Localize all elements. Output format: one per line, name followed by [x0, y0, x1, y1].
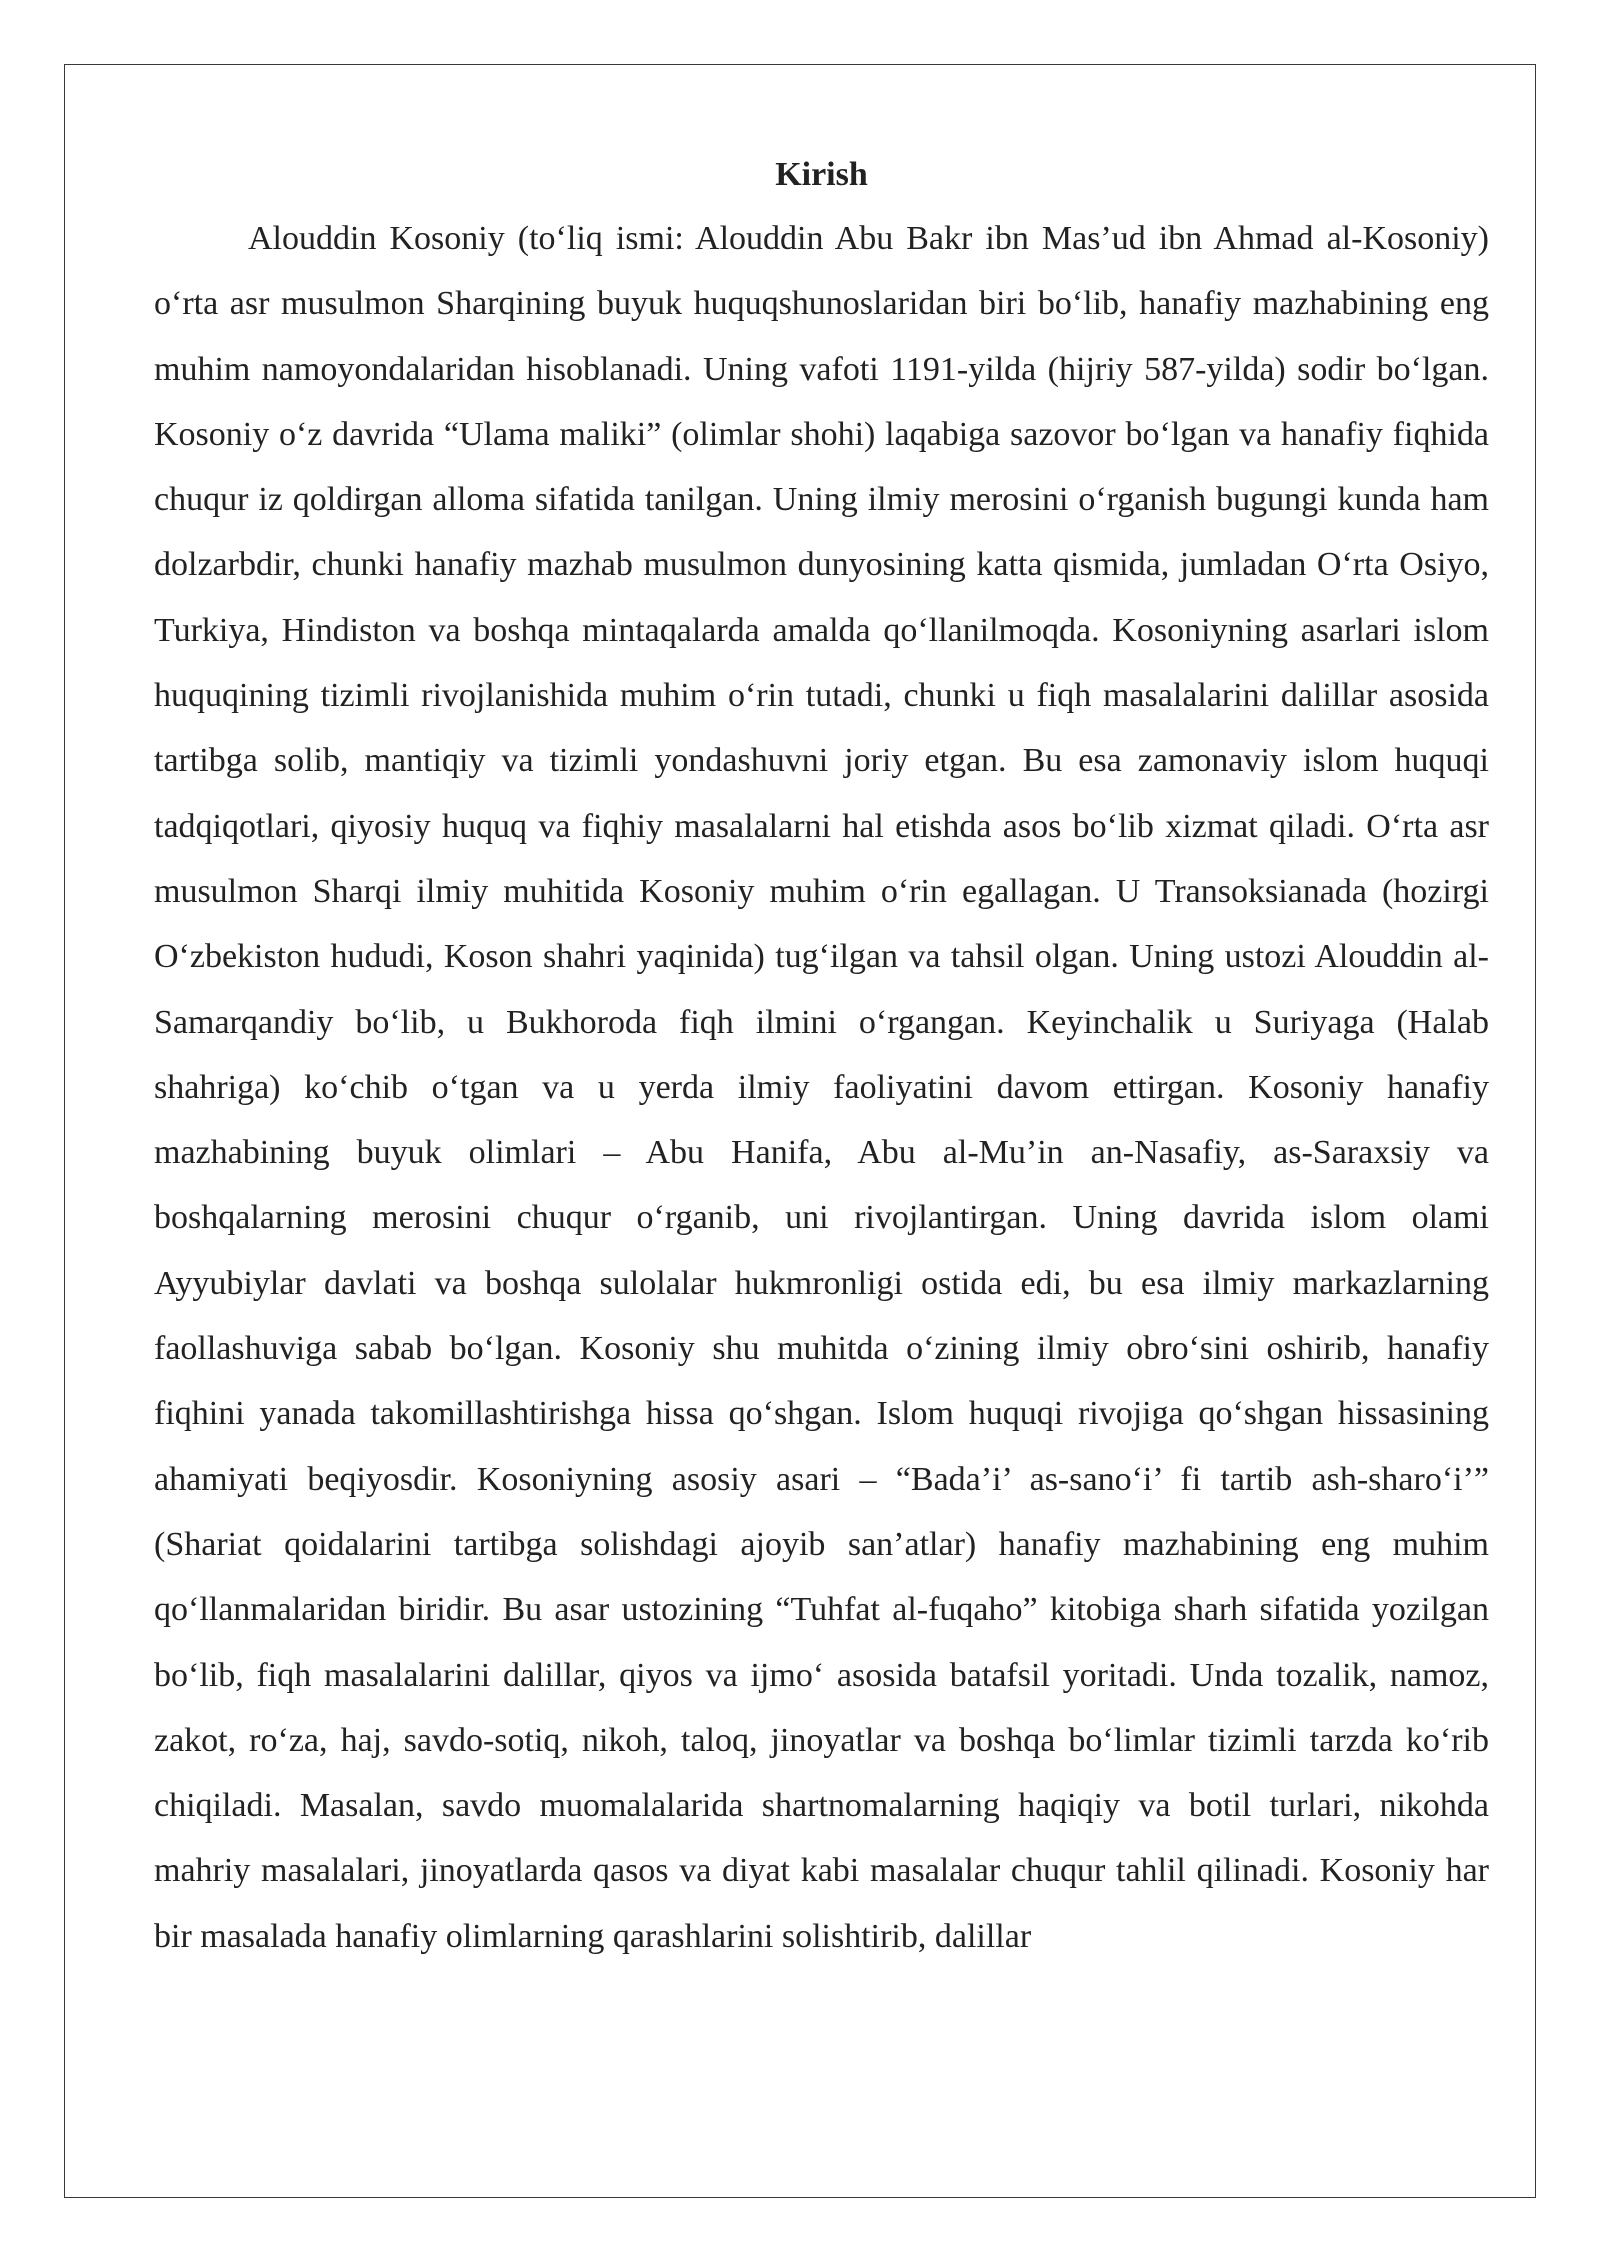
page-title: Kirish: [775, 156, 868, 193]
body-paragraph: Alouddin Kosoniy (to‘liq ismi: Alouddin Abu Bakr ibn Mas’ud ibn Ahmad al-Kosoniy) o‘rta asr musulmon Sharqining buyuk huquqshunoslaridan biri bo‘lib, hanafiy mazhabining eng muhim namoyondalaridan hisoblanadi. Uning vafoti 1191-yilda (hijriy 587-yilda) sodir bo‘lgan. Kosoniy o‘z davrida “Ulama maliki” (olimlar shohi) laqabiga sazovor bo‘lgan va hanafiy fiqhida chuqur iz qoldirgan alloma sifatida tanilgan. Uning ilmiy merosini o‘rganish bugungi kunda ham dolzarbdir, chunki hanafiy mazhab musulmon dunyosining katta qismida, jumladan O‘rta Osiyo, Turkiya, Hindiston va boshqa mintaqalarda amalda qo‘llanilmoqda. Kosoniyning asarlari islom huquqining tizimli rivojlanishida muhim o‘rin tutadi, chunki u fiqh masalalarini dalillar asosida tartibga solib, mantiqiy va tizimli yondashuvni joriy etgan. Bu esa zamonaviy islom huquqi tadqiqotlari, qiyosiy huquq va fiqhiy masalalarni hal etishda asos bo‘lib xizmat qiladi. O‘rta asr musulmon Sharqi ilmiy muhitida Kosoniy muhim o‘rin egallagan. U Transoksianada (hozirgi O‘zbekiston hududi, Koson shahri yaqinida) tug‘ilgan va tahsil olgan. Uning ustozi Alouddin al-Samarqandiy bo‘lib, u Bukhoroda fiqh ilmini o‘rgangan. Keyinchalik u Suriyaga (Halab shahriga) ko‘chib o‘tgan va u yerda ilmiy faoliyatini davom ettirgan. Kosoniy hanafiy mazhabining buyuk olimlari – Abu Hanifa, Abu al-Mu’in an-Nasafiy, as-Saraxsiy va boshqalarning merosini chuqur o‘rganib, uni rivojlantirgan. Uning davrida islom olami Ayyubiylar davlati va boshqa sulolalar hukmronligi ostida edi, bu esa ilmiy markazlarning faollashuviga sabab bo‘lgan. Kosoniy shu muhitda o‘zining ilmiy obro‘sini oshirib, hanafiy fiqhini yanada takomillashtirishga hissa qo‘shgan. Islom huquqi rivojiga qo‘shgan hissasining ahamiyati beqiyosdir. Kosoniyning asosiy asari – “Bada’i’ as-sano‘i’ fi tartib ash-sharo‘i’” (Shariat qoidalarini tartibga solishdagi ajoyib san’atlar) hanafiy mazhabining eng muhim qo‘llanmalaridan biridir. Bu asar ustozining “Tuhfat al-fuqaho” kitobiga sharh sifatida yozilgan bo‘lib, fiqh masalalarini dalillar, qiyos va ijmo‘ asosida batafsil yoritadi. Unda tozalik, namoz, zakot, ro‘za, haj, savdo-sotiq, nikoh, taloq, jinoyatlar va boshqa bo‘limlar tizimli tarzda ko‘rib chiqiladi. Masalan, savdo muomalalarida shartnomalarning haqiqiy va botil turlari, nikohda mahriy masalalari, jinoyatlarda qasos va diyat kabi masalalar chuqur tahlil qilinadi. Kosoniy har bir masalada hanafiy olimlarning qarashlarini solishtirib, dalillar: [154, 220, 1489, 1955]
document-body: [154, 150, 1489, 1969]
